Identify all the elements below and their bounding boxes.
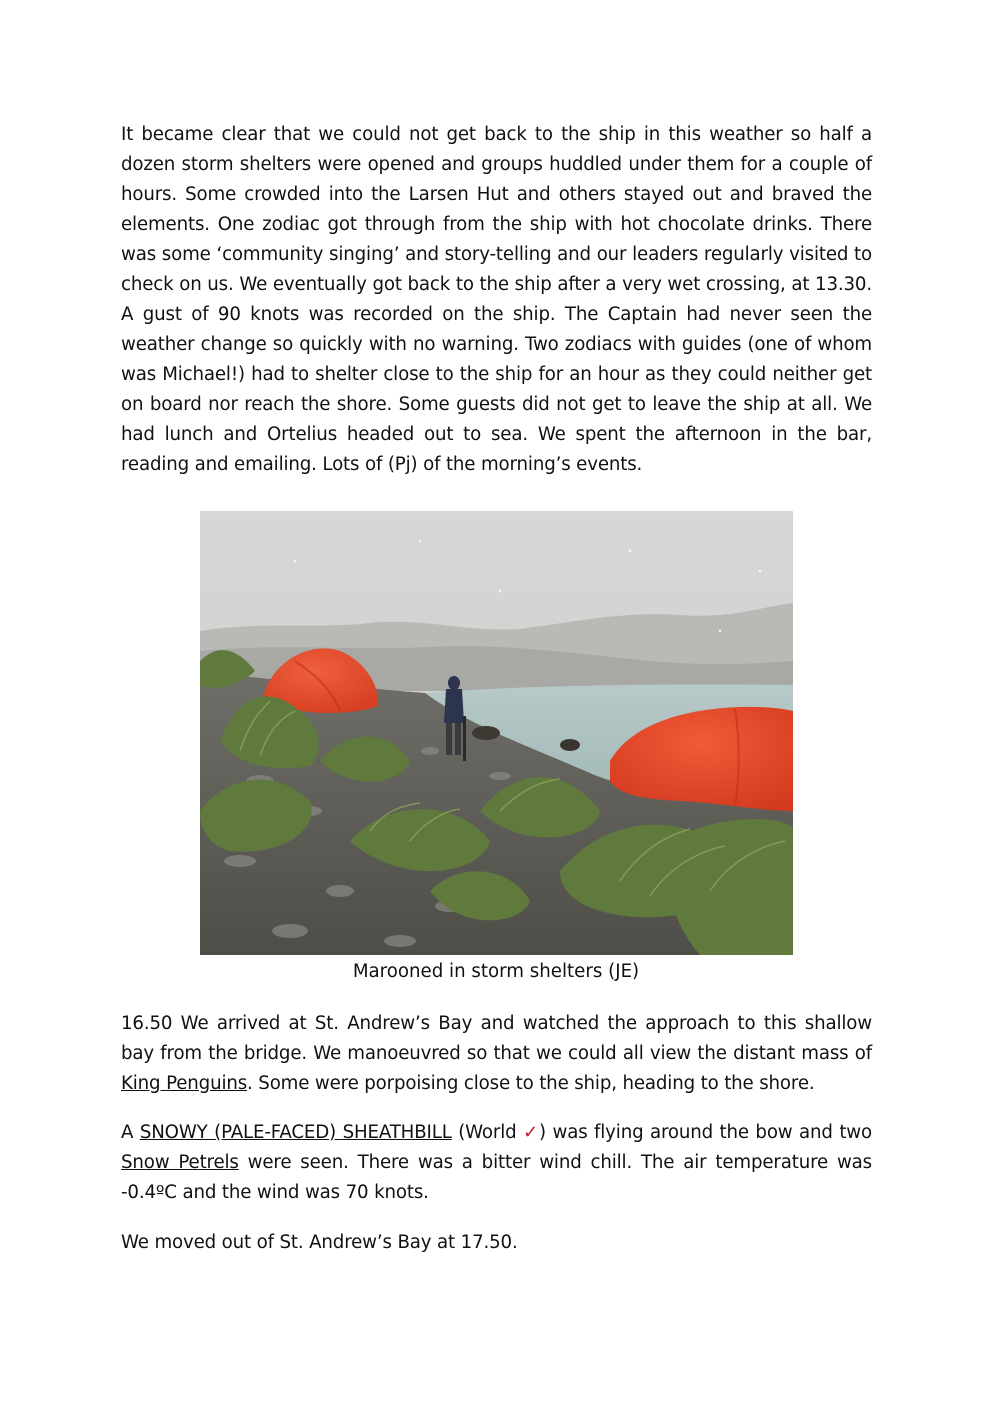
photo-storm-shelters <box>200 511 793 955</box>
paragraph-departure: We moved out of St. Andrew’s Bay at 17.50. <box>121 1232 518 1253</box>
text-segment: . Some were porpoising close to the ship, heading to the shore. <box>247 1073 815 1094</box>
text-segment: (World <box>451 1122 524 1143</box>
paragraph-st-andrews-arrival <box>121 1009 872 1099</box>
text-segment: 16.50 We arrived at St. Andrew’s Bay and watched the approach to this shallow bay from the bridge. We manoeuvred so that we could all view the distant mass of <box>121 1013 872 1064</box>
species-snow-petrels: Snow Petrels <box>121 1152 239 1173</box>
text-segment: A <box>121 1122 140 1143</box>
checkmark-icon: ✓ <box>523 1122 540 1143</box>
species-king-penguins: King Penguins <box>121 1073 248 1094</box>
paragraph-storm-shelters: It became clear that we could not get back to the ship in this weather so half a dozen storm shelters were opened and groups huddled under them for a couple of hours. Some crowded into the Larsen Hut and others stayed out and braved the elements. One zodiac got through from the ship with hot chocolate drinks. There was some ‘community singing’ and story-telling and our leaders regularly visited to check on us. We eventually got back to the ship after a very wet crossing, at 13.30. A gust of 90 knots was recorded on the ship. The Captain had never seen the weather change so quickly with no warning. Two zodiacs with guides (one of whom was Michael!) had to shelter close to the ship for an hour as they could neither get on board nor reach the shore. Some guests did not get to leave the ship at all. We had lunch and Ortelius headed out to sea. We spent the afternoon in the bar, reading and emailing. Lots of (Pj) of the morning’s events. <box>121 124 872 475</box>
photo-caption: Marooned in storm shelters (JE) <box>352 961 640 982</box>
species-snowy-sheathbill: SNOWY (PALE-FACED) SHEATHBILL <box>139 1122 452 1143</box>
paragraph-sheathbill <box>121 1118 872 1208</box>
text-segment: were seen. There was a bitter wind chill. The air temperature was -0.4ºC and the wind was 70 knots. <box>121 1152 872 1203</box>
text-segment: ) was flying around the bow and two <box>539 1122 872 1143</box>
